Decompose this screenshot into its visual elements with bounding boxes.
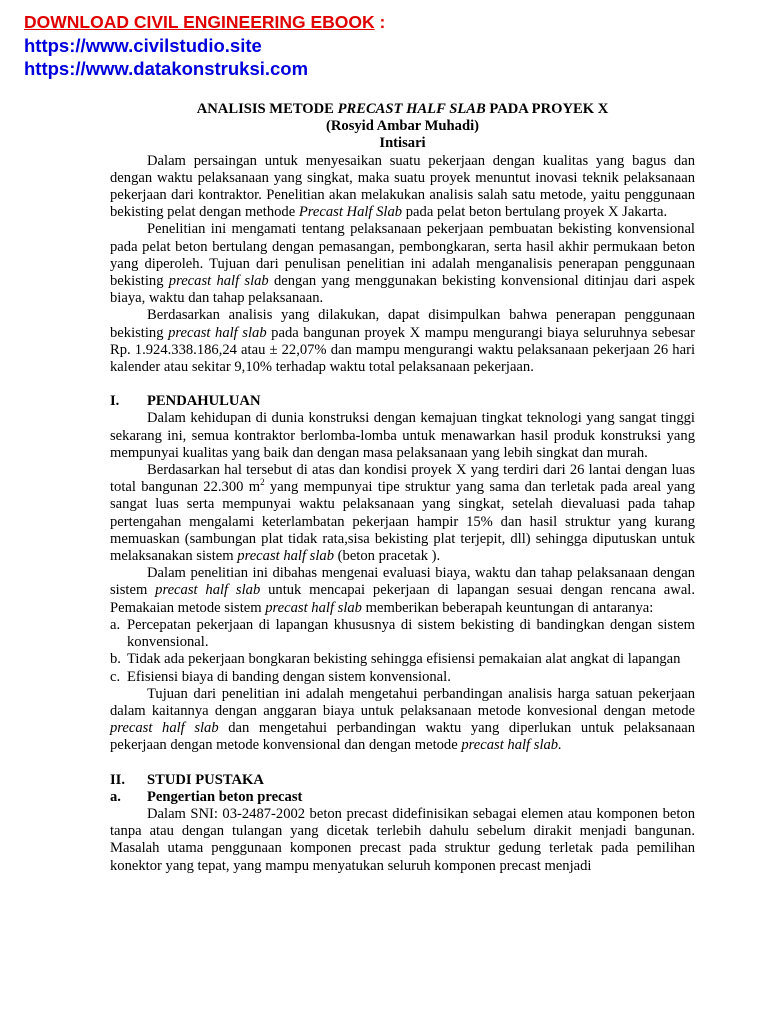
abstract-paragraph-1: Dalam persaingan untuk menyesaikan suatu pekerjaan dengan kualitas yang bagus dan dengan waktu pelaksanaan yang singkat, maka suatu proyek menuntut inovasi teknik pelaksanaan pekerjaan dari kontraktor. Penelitian akan melakukan analisis salah satu metode, yaitu penggunaan bekisting pelat dengan methode Precast Half Slab pada pelat beton bertulang proyek X Jakarta. [110, 152, 695, 221]
link-datakonstruksi[interactable]: https://www.datakonstruksi.com [24, 58, 309, 79]
list-item: a. Percepatan pekerjaan di lapangan khususnya di sistem bekisting di bandingkan dengan sistem konvensional. [110, 616, 695, 651]
subsection-heading: a. Pengertian beton precast [110, 788, 303, 805]
paper-author: (Rosyid Ambar Muhadi) [326, 118, 479, 135]
studi-pustaka-paragraph-1: Dalam SNI: 03-2487-2002 beton precast didefinisikan sebagai elemen atau komponen beton tanpa atau dengan tulangan yang dicetak terlebih dahulu sebelum dirakit menjadi bangunan. Masalah utama penggunaan komponen precast pada struktur gedung terletak pada pemilihan konektor yang tepat, yang mampu menyatukan seluruh komponen precast menjadi [110, 805, 695, 874]
abstract-heading: Intisari [379, 135, 426, 152]
paper-title: ANALISIS METODE PRECAST HALF SLAB PADA PROYEK X [196, 101, 609, 117]
document-body [110, 101, 695, 875]
pendahuluan-paragraph-2: Berdasarkan hal tersebut di atas dan kondisi proyek X yang terdiri dari 26 lantai dengan luas total bangunan 22.300 $m^2$ yang mempunyai tipe struktur yang sama dan terletak pada areal yang sangat luas serta mempunyai waktu pelaksanaan yang singkat, setelah dievaluasi pada tahap pertengahan mengalami keterlambatan pekerjaan hampir 15% dan hasil struktur yang kurang memuaskan (sambungan plat tidak rata,sisa bekisting plat terjepit, dll) sehingga diputuskan untuk melaksanakan sistem precast half slab (beton pracetak ). [110, 462, 695, 565]
list-item: b. Tidak ada pekerjaan bongkaran bekisting sehingga efisiensi pemakaian alat angkat di lapangan [110, 651, 681, 668]
download-heading: DOWNLOAD CIVIL ENGINEERING EBOOK : [24, 12, 386, 32]
download-link[interactable]: DOWNLOAD CIVIL ENGINEERING EBOOK [24, 12, 375, 32]
download-banner [24, 10, 385, 80]
list-item: c. Efisiensi biaya di banding dengan sistem konvensional. [110, 668, 451, 685]
abstract-paragraph-3: Berdasarkan analisis yang dilakukan, dapat disimpulkan bahwa penerapan penggunaan bekisting precast half slab pada bangunan proyek X mampu mengurangi biaya seluruhnya sebesar Rp. 1.924.338.186,24 atau ± 22,07% dan mampu mengurangi waktu pelaksanaan pekerjaan 26 hari kalender atau sekitar 9,10% terhadap waktu total pelaksanaan pekerjaan. [110, 307, 695, 376]
link-civilstudio[interactable]: https://www.civilstudio.site [24, 35, 262, 56]
pendahuluan-paragraph-1: Dalam kehidupan di dunia konstruksi dengan kemajuan tingkat teknologi yang sangat tinggi sekarang ini, semua kontraktor berlomba-lomba untuk menawarkan hasil produk konstruksi yang mempunyai kualitas yang baik dan dengan masa pelaksanaan yang lebih singkat dan murah. [110, 410, 695, 461]
section-heading-pendahuluan: I. PENDAHULUAN [110, 393, 261, 410]
abstract-paragraph-2: Penelitian ini mengamati tentang pelaksanaan pekerjaan pembuatan bekisting konvensional pada pelat beton bertulang dengan pemasangan, pembongkaran, serta hasil akhir permukaan beton yang diperoleh. Tujuan dari penulisan penelitian ini adalah menganalisis penerapan penggunaan bekisting precast half slab dengan yang menggunakan bekisting konvensional ditinjau dari aspek biaya, waktu dan tahap pelaksanaan. [110, 221, 695, 307]
pendahuluan-paragraph-3: Dalam penelitian ini dibahas mengenai evaluasi biaya, waktu dan tahap pelaksanaan dengan sistem precast half slab untuk mencapai pekerjaan di lapangan sesuai dengan rencana awal. Pemakaian metode sistem precast half slab memberikan beberapah keuntungan di antaranya: [110, 565, 696, 616]
pendahuluan-paragraph-4: Tujuan dari penelitian ini adalah mengetahui perbandingan analisis harga satuan pekerjaan dalam kaitannya dengan anggaran biaya untuk pelaksanaan metode konvesional dengan metode precast half slab dan mengetahui perbandingan waktu yang diperlukan untuk pelaksanaan pekerjaan dengan metode konvensional dan dengan metode precast half slab. [110, 685, 695, 754]
section-heading-studi-pustaka: II. STUDI PUSTAKA [110, 771, 264, 788]
